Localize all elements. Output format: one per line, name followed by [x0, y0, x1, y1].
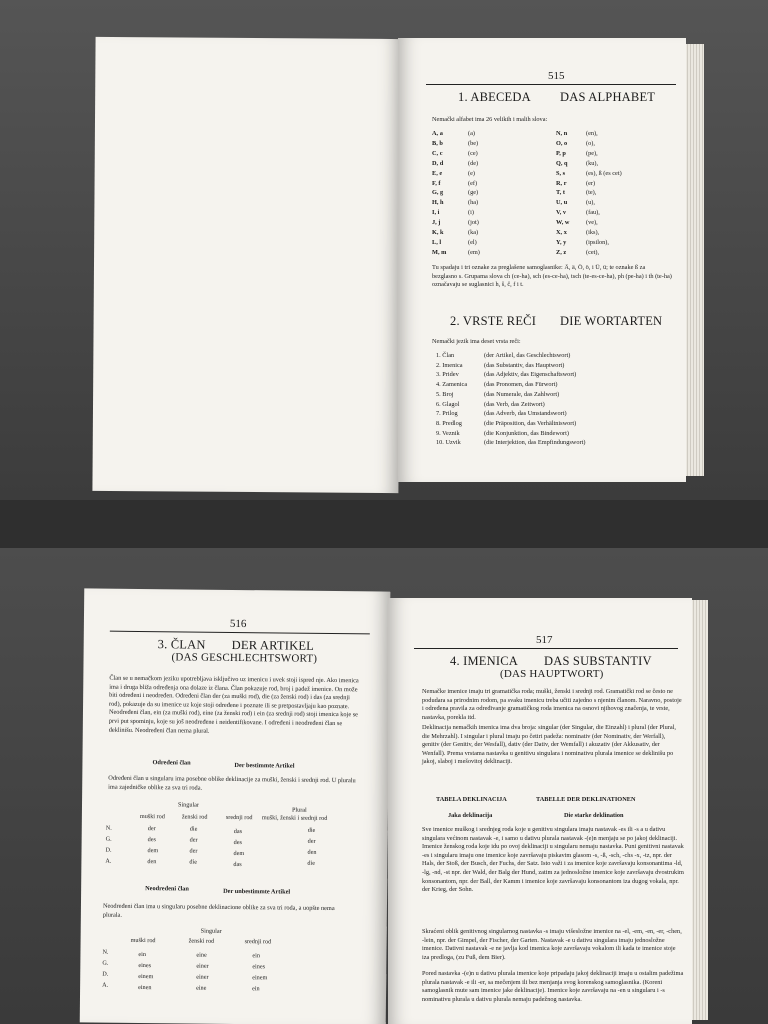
noun-paragraph-2: Deklinacija nemačkih imenica ima dva broja: singular (der Singular, die Einzahl) i plural (der Plural, die Mehrzahl). I singular i plural imaju po četiri padeža: nominativ (der Nominativ, der Werfall), genitiv (der Genitiv, der Wesfall), dativ (der Dativ, der Wemfall) i akuzativ (der Akkusativ, der Wenfall). Prema vrstama nastavka u genitivu singulara i nominativu plurala imenice se deklinišu po jakoj, slaboj i mešovitoj deklinaciji. — [422, 724, 676, 766]
singular-label: Singular — [200, 927, 222, 935]
alphabet-letter: N, n — [556, 130, 568, 137]
alphabet-pronunciation: (pe), — [586, 149, 598, 157]
definite-article-table — [84, 588, 390, 591]
alphabet-pronunciation: (er) — [586, 179, 596, 187]
noun-paragraph-1: Nemačke imenice imaju tri gramatička roda; muški, ženski i srednji rod. Gramatički rod se često ne podudara sa prirodnim rodom, pa svaku imenicu treba učiti zajedno s njenim članom. Naravno, postoje i određena pravila za određivanje gramatičkog roda imenica na osnovi njihovog značenja, te vrste, nastavka, porekla itd. — [422, 688, 682, 721]
blank-page — [92, 37, 401, 493]
page-516 — [80, 588, 391, 1024]
indefinite-article-paragraph: Neodređeni član ima u singularu posebne deklinacione oblike za sva tri roda, a uopšte nema plurala. — [102, 902, 335, 919]
table-cell: das — [233, 860, 242, 869]
table-cell: die — [307, 826, 316, 834]
table-cell: ein — [252, 985, 260, 993]
wortart-description: (die Interjektion, das Empfindungswort) — [484, 439, 586, 447]
table-column-header: ženski rod — [181, 813, 208, 821]
alphabet-intro: Nemački alfabet ima 26 velikih i malih slova: — [432, 116, 548, 123]
spread-gap — [0, 500, 768, 548]
wortart-name: 5. Broj — [436, 390, 454, 398]
table-cell: den — [147, 858, 157, 866]
alphabet-pronunciation: (ipsilon), — [586, 238, 609, 246]
table-cell: eines — [138, 961, 152, 970]
case-label: N. — [102, 948, 109, 956]
alphabet-pronunciation: (ku), — [586, 159, 599, 167]
table-cell: die — [189, 825, 198, 833]
definite-article-title: Određeni član — [152, 759, 191, 767]
alphabet-letter: R, r — [556, 179, 567, 187]
alphabet-pronunciation: (de) — [468, 159, 479, 167]
wortart-description: (der Artikel, das Geschlechtswort) — [484, 352, 571, 359]
definite-article-paragraph: Određeni član u singularu ima posebne oblike deklinacije za muški, ženski i srednji rod. U pluralu ima zajedničke oblike za sva tri roda. — [108, 774, 356, 792]
alphabet-pronunciation: (es), ß (es cet) — [586, 169, 622, 177]
table-cell: das — [233, 827, 243, 836]
header-rule — [426, 84, 676, 85]
wortart-name: 3. Pridev — [436, 371, 459, 379]
alphabet-letter: Y, y — [556, 238, 567, 246]
case-label: A. — [105, 857, 112, 865]
wortart-description: (das Numerale, das Zahlwort) — [484, 390, 560, 398]
table-cell: einem — [252, 974, 268, 982]
alphabet-pronunciation: (te), — [586, 189, 597, 197]
alphabet-pronunciation: (e) — [468, 169, 475, 177]
alphabet-pronunciation: (em) — [468, 248, 480, 256]
wortart-description: (das Adverb, das Umstandswort) — [484, 410, 567, 418]
alphabet-pronunciation: (o), — [586, 139, 595, 147]
wortart-description: (das Pronomen, das Fürwort) — [484, 381, 558, 389]
table-column-header: srednji rod — [225, 813, 253, 822]
wortart-name: 2. Imenica — [436, 361, 463, 369]
table-column-header: ženski rod — [188, 937, 215, 945]
wortart-name: 6. Glagol — [436, 400, 460, 408]
table-column-header: muški rod — [130, 936, 156, 945]
section-heading-sr: 4. IMENICA — [450, 654, 518, 668]
alphabet-letter: J, j — [432, 219, 441, 227]
alphabet-pronunciation: (be) — [468, 139, 479, 147]
table-cell: des — [233, 838, 242, 847]
table-cell: einem — [138, 972, 154, 981]
header-rule — [110, 631, 370, 635]
wortart-name: 10. Uzvik — [436, 439, 461, 447]
section-heading-de: DAS SUBSTANTIV — [544, 654, 652, 668]
case-label: D. — [105, 846, 112, 854]
table-cell: dem — [233, 849, 245, 858]
alphabet-pronunciation: (el) — [468, 238, 477, 246]
wortart-name: 9. Veznik — [436, 429, 460, 437]
table-cell: der — [189, 836, 198, 844]
table-cell: ein — [138, 950, 147, 959]
section-heading-de: DAS ALPHABET — [560, 90, 656, 104]
alphabet-letter: S, s — [556, 169, 566, 177]
case-label: A. — [102, 981, 109, 989]
table-cell: eines — [252, 963, 266, 971]
page-stack-edge — [684, 44, 704, 476]
alphabet-letter: A, a — [432, 130, 443, 137]
alphabet-letter: H, h — [432, 199, 444, 207]
indefinite-article-title-de: Der unbestimmte Artikel — [223, 887, 291, 896]
alphabet-letter: Z, z — [556, 248, 567, 256]
table-column-header: srednji rod — [244, 938, 272, 946]
table-cell: einer — [196, 973, 209, 981]
alphabet-letter: O, o — [556, 139, 568, 147]
alphabet-pronunciation: (u), — [586, 199, 595, 207]
alphabet-letter: X, x — [556, 229, 567, 236]
alphabet-letter: D, d — [432, 159, 444, 167]
table-cell: ein — [252, 952, 261, 960]
alphabet-pronunciation: (ce) — [468, 149, 478, 157]
wortart-description: (die Konjunktion, das Bindewort) — [484, 429, 569, 437]
alphabet-letter: Q, q — [556, 159, 568, 167]
page-517 — [388, 598, 692, 1024]
noun-paragraph-4: Skraćeni oblik genitivnog singularnog nastavka -s imaju višesložne imenice na -el, -em, -en, -er, -chen, -lein, npr. der Gimpel, der Fischer, der Garten. Nastavak -e u dativu singulara imaju jednosložne imenice. Dativni nastavak -e ne javlja kod imenica koje završavaju vokalom ili kada te imenice stoje iza predloga, (zu Fuß, dem Bier). — [422, 928, 682, 961]
alphabet-letter: U, u — [556, 199, 568, 207]
wortart-description: (das Verb, das Zeitwort) — [484, 400, 545, 408]
article-paragraph: Član se u nemačkom jeziku upotrebljava isključivo uz imenicu i uvek stoji ispred nje. Ako imenica ima i druga bliža određenja ona dolaze iz člana. Član pokazuje rod, broj i padež imenice. On može biti određeni i neodređen. Određeni član der (za muški rod), die (za ženski rod) i das (za srednji rod), pokazuje da su imenice uz koje stoji određene i poznate ili se pretpostavljaju kao poznate. Neodređeni član, ein (za muški rod), eine (za ženski rod) i ein (za srednji rod) stoji imenica koje se prvi put spominju, koje su još neodređene i neidentifikovane. I određeni i neodređeni član se deklinišu. Neodređeni član nema plural. — [108, 674, 359, 735]
header-rule — [414, 648, 678, 649]
alphabet-pronunciation: (ve), — [586, 219, 598, 227]
wortart-name: 7. Prilog — [436, 410, 458, 418]
alphabet-letter: M, m — [432, 248, 447, 256]
declension-table-title-de: TABELLE DER DEKLINATIONEN — [536, 796, 636, 803]
wortart-name: 8. Predlog — [436, 419, 462, 427]
alphabet-letter: T, t — [556, 189, 565, 197]
noun-paragraph-3: Sve imenice muškog i srednjeg roda koje u genitivu singulara imaju nastavak -es ili -s a u dativu singulara većinom nastavak -e, i samo u dativu plurala nastavak -(e)n menjaju se po jakoj deklinaciji. Imenice ženskog roda koje idu po ovoj deklinaciji u singularu nemaju nastavka. Puni genitivni nastavak -es i singularu imaju one imenice koje završavaju piskavim glasom -s, -ß, -sch, -chs -x, -tz, npr. der Hals, der Stoß, der Busch, der Fuchs, der Satz. Isto važi i za imenice koje završavaju konsonantima -ld, -lg, -nd, -st npr. der Wald, der Balg der Hund, zatim za jednosložne imenice koje završavaju dvostrukim konsonantom, npr. der Ball, der Kamm i imenice koje završavaju konsonantom iza dugog vokala, npr. der Krieg, der Sohn. — [422, 826, 684, 894]
alphabet-letter: W, w — [556, 219, 570, 227]
table-cell: den — [307, 848, 317, 856]
alphabet-pronunciation: (fau), — [586, 209, 600, 217]
alphabet-pronunciation: (ef) — [468, 179, 478, 187]
page-515 — [398, 38, 686, 482]
alphabet-pronunciation: (ge) — [468, 189, 479, 197]
alphabet-letter: K, k — [432, 229, 444, 236]
table-cell: die — [307, 859, 316, 867]
table-cell: eine — [196, 951, 207, 959]
table-column-header: muški, ženski i srednji rod — [261, 814, 328, 822]
alphabet-pronunciation: (jot) — [468, 219, 479, 227]
section-subheading: (DAS GESCHLECHTSWORT) — [171, 651, 318, 665]
alphabet-pronunciation: (iks), — [586, 229, 600, 236]
page-stack-edge — [690, 600, 708, 1020]
singular-label: Singular — [177, 801, 200, 809]
wortart-description: (die Präposition, das Verhältniswort) — [484, 419, 577, 427]
case-label: G. — [105, 835, 112, 843]
alphabet-pronunciation: (ka) — [468, 229, 479, 236]
page-number: 517 — [536, 634, 553, 646]
table-cell: einen — [138, 983, 152, 992]
table-cell: der — [307, 837, 316, 845]
alphabet-letter: V, v — [556, 209, 567, 217]
strong-declension-title-de: Die starke deklination — [564, 812, 624, 819]
book-spread-top — [0, 0, 768, 500]
definite-article-title-de: Der bestimmte Artikel — [234, 761, 295, 770]
alphabet-pronunciation: (cet), — [586, 248, 600, 256]
section-heading-sr: 1. ABECEDA — [458, 90, 531, 104]
table-cell: eine — [196, 984, 207, 992]
table-cell: der — [189, 847, 198, 855]
table-column-header: muški rod — [139, 813, 165, 821]
case-label: N. — [105, 824, 112, 832]
wortarten-intro: Nemački jezik ima deset vrsta reči: — [432, 338, 521, 345]
indefinite-article-title: Neodređeni član — [145, 885, 189, 893]
section-heading-de: DER ARTIKEL — [231, 637, 315, 653]
alphabet-letter: I, i — [432, 209, 440, 217]
section-heading-de: DIE WORTARTEN — [560, 314, 663, 328]
table-cell: einer — [196, 962, 209, 970]
wortart-description: (das Substantiv, das Hauptwort) — [484, 361, 565, 369]
section-heading-sr: 3. ČLAN — [157, 637, 206, 652]
declension-table-title: TABELA DEKLINACIJA — [436, 796, 507, 803]
alphabet-pronunciation: (ha) — [468, 199, 479, 207]
plural-label: Plural — [291, 806, 307, 814]
alphabet-pronunciation: (a) — [468, 130, 475, 137]
noun-paragraph-5: Pored nastavka -(e)n u dativu plurala imenice koje pripadaju jakoj deklinaciji imaju u ostalim padežima plurala nastavak -e ili -er, sa mečenjem ili bez menjanja svog korenskog samoglasnika. (Koreni samoglasnik mute sam imenice jake deklinacije). Imenice koje završavaju na -en u singularu i -s nominativu plurala u dativu plurala nemaju padežnog nastavka. — [422, 970, 684, 1003]
table-cell: der — [147, 825, 156, 833]
alphabet-letter: L, l — [432, 238, 442, 246]
alphabet-letter: B, b — [432, 139, 443, 147]
alphabet-letter: G, g — [432, 189, 444, 197]
page-number: 515 — [548, 70, 565, 82]
umlaut-note: Tu spadaju i tri oznake za preglašene samoglasnike: Ä, ä, Ö, ö, i Ü, ü; te oznake ß za bezglasno s. Grupama slova ch (ce-ha), sch (es-ce-ha), tsch (te-es-ce-ha), ph (pe-ha) i th (te-ha) označavaju se suglasnici h, š, č, f i t. — [432, 264, 672, 289]
section-heading-sr: 2. VRSTE REČI — [450, 314, 537, 328]
alphabet-letter: P, p — [556, 149, 566, 157]
alphabet-letter: E, e — [432, 169, 443, 177]
table-cell: die — [189, 858, 198, 866]
indefinite-article-table — [84, 588, 390, 591]
wortart-name: 4. Zamenica — [436, 381, 468, 389]
case-label: D. — [102, 970, 109, 978]
page-number: 516 — [229, 617, 247, 631]
alphabet-letter: C, c — [432, 149, 443, 157]
wortart-description: (das Adjektiv, das Eigenschaftswort) — [484, 371, 577, 379]
section-subheading: (DAS HAUPTWORT) — [500, 668, 604, 680]
book-spread-bottom — [0, 548, 768, 1024]
table-cell: des — [147, 836, 156, 844]
case-label: G. — [102, 959, 109, 967]
wortart-name: 1. Član — [436, 352, 455, 359]
alphabet-letter: F, f — [432, 179, 441, 187]
strong-declension-title: Jaka deklinacija — [448, 812, 493, 819]
alphabet-pronunciation: (i) — [468, 209, 474, 217]
table-cell: dem — [147, 847, 159, 855]
alphabet-pronunciation: (en), — [586, 130, 598, 137]
